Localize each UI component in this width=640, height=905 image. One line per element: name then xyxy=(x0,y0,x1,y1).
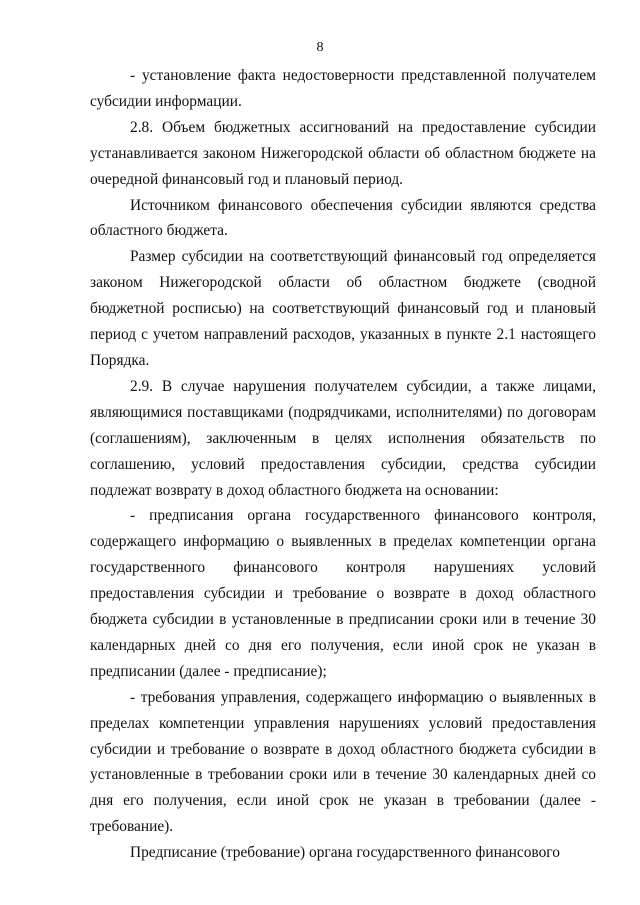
paragraph-funding-source: Источником финансового обеспечения субсидии являются средства областного бюджета. xyxy=(90,196,596,240)
document-body xyxy=(90,63,596,866)
paragraph-department-requirement: - требования управления, содержащего информацию о выявленных в пределах компетенции управления нарушениях условий предоставления субсидии и требование о возврате в доход областного бюджета субсидии в установленные в требовании сроки или в течение 30 календарных дней со дня его получения, если иной срок не указан в требовании (далее - требование). xyxy=(90,688,596,836)
page-number: 8 xyxy=(316,40,324,55)
paragraph-order-requirement: Предписание (требование) органа государственного финансового xyxy=(130,844,560,862)
paragraph-subsidy-amount: Размер субсидии на соответствующий финансовый год определяется законом Нижегородской области об областном бюджете (сводной бюджетной росписью) на соответствующий финансовый год и плановый период с учетом направлений расходов, указанных в пункте 2.1 настоящего Порядка. xyxy=(90,248,596,369)
paragraph-fact-unreliability: - установление факта недостоверности представленной получателем субсидии информации. xyxy=(90,67,596,110)
paragraph-2-8-budget-allocations: 2.8. Объем бюджетных ассигнований на предоставление субсидии устанавливается законом Нижегородской области об областном бюджете на очередной финансовый год и плановый период. xyxy=(90,118,596,188)
paragraph-control-order: - предписания органа государственного финансового контроля, содержащего информацию о выявленных в пределах компетенции органа государственного финансового контроля нарушениях условий предоставления субсидии и требование о возврате в доход областного бюджета субсидии в установленные в предписании сроки или в течение 30 календарных дней со дня его получения, если иной срок не указан в предписании (далее - предписание); xyxy=(90,507,596,680)
paragraph-2-9-violation-return: 2.9. В случае нарушения получателем субсидии, а также лицами, являющимися поставщиками (подрядчиками, исполнителями) по договорам (соглашениям), заключенным в целях исполнения обязательств по соглашению, условий предоставления субсидии, средства субсидии подлежат возврату в доход областного бюджета на основании: xyxy=(90,377,596,499)
